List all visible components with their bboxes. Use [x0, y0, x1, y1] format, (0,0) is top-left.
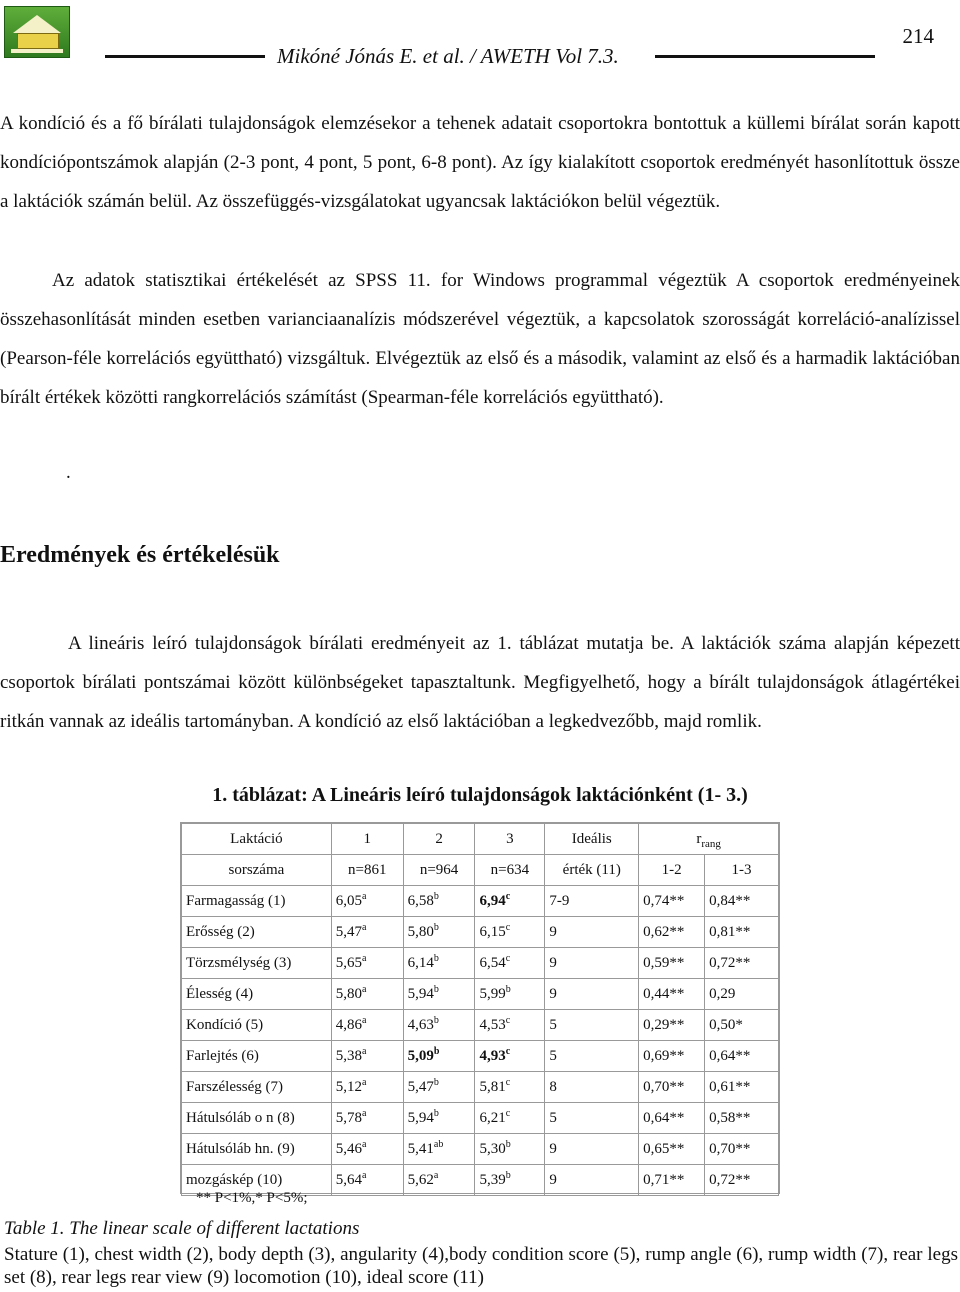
- header-ertek: érték (11): [545, 855, 639, 886]
- trait-cell: Erősség (2): [182, 917, 332, 948]
- value-number: 5,64: [335, 1171, 363, 1188]
- r13-cell: 0,61**: [705, 1072, 779, 1103]
- value-number: 6,21: [479, 1109, 506, 1126]
- r12-cell: 0,62**: [639, 917, 705, 948]
- value-cell: [475, 1134, 545, 1165]
- running-title: Mikóné Jónás E. et al. / AWETH Vol 7.3.: [277, 44, 619, 68]
- header-r12: 1-2: [639, 855, 705, 886]
- value-superscript: b: [505, 983, 511, 995]
- value-cell: [331, 979, 403, 1010]
- value-number: 5,47: [335, 923, 363, 940]
- value-number: 6,05: [335, 892, 363, 909]
- value-superscript: b: [433, 1107, 439, 1119]
- value-cell: [475, 886, 545, 917]
- value-cell: [403, 1134, 475, 1165]
- trait-cell: Hátulsóláb hn. (9): [182, 1134, 332, 1165]
- header-n1: n=861: [331, 855, 403, 886]
- value-superscript: a: [362, 1014, 367, 1026]
- trait-cell: mozgáskép (10): [182, 1165, 332, 1196]
- value-superscript: a: [362, 890, 367, 902]
- value-number: 5,99: [479, 985, 506, 1002]
- value-cell: [475, 979, 545, 1010]
- value-cell: [403, 979, 475, 1010]
- value-cell: [403, 1072, 475, 1103]
- value-number: 6,94: [479, 892, 506, 909]
- value-number: 6,54: [479, 954, 506, 971]
- table-row: [182, 1134, 779, 1165]
- r13-cell: 0,70**: [705, 1134, 779, 1165]
- running-head-rule-left: [105, 55, 265, 58]
- value-number: 5,41: [407, 1140, 434, 1157]
- r12-cell: 0,44**: [639, 979, 705, 1010]
- value-cell: [331, 948, 403, 979]
- value-number: 5,94: [407, 1109, 434, 1126]
- trait-cell: Farlejtés (6): [182, 1041, 332, 1072]
- header-lac3: 3: [475, 824, 545, 855]
- value-superscript: c: [505, 1014, 511, 1026]
- value-cell: [331, 1010, 403, 1041]
- table-title: 1. táblázat: A Lineáris leíró tulajdonságok laktációnként (1- 3.): [212, 784, 748, 806]
- value-number: 5,30: [479, 1140, 506, 1157]
- r13-cell: 0,81**: [705, 917, 779, 948]
- header-lac2: 2: [403, 824, 475, 855]
- value-cell: [331, 886, 403, 917]
- value-number: 5,62: [407, 1171, 434, 1188]
- r12-cell: 0,69**: [639, 1041, 705, 1072]
- value-superscript: a: [362, 952, 367, 964]
- trait-legend: Stature (1), chest width (2), body depth (3), angularity (4),body condition score (5), rump angle (6), rump width (7), rear legs set (8), rear legs rear view (9) locomotion (10), ideal score (11): [4, 1244, 958, 1288]
- value-number: 5,78: [335, 1109, 363, 1126]
- header-n2: n=964: [403, 855, 475, 886]
- value-cell: [331, 917, 403, 948]
- ideal-cell: 9: [545, 948, 639, 979]
- value-cell: [331, 1165, 403, 1196]
- value-cell: [475, 917, 545, 948]
- value-number: 5,39: [479, 1171, 506, 1188]
- value-number: 5,65: [335, 954, 363, 971]
- value-number: 5,80: [335, 985, 363, 1002]
- table-caption: Table 1. The linear scale of different lactations: [4, 1218, 360, 1239]
- value-number: 4,63: [407, 1016, 434, 1033]
- value-superscript: b: [433, 1076, 439, 1088]
- ideal-cell: 9: [545, 1134, 639, 1165]
- ideal-cell: 8: [545, 1072, 639, 1103]
- header-lac1: 1: [331, 824, 403, 855]
- header-r13: 1-3: [705, 855, 779, 886]
- stray-dot: .: [66, 462, 71, 483]
- value-superscript: a: [362, 1169, 367, 1181]
- ideal-cell: 5: [545, 1010, 639, 1041]
- r12-cell: 0,65**: [639, 1134, 705, 1165]
- value-superscript: a: [362, 1138, 367, 1150]
- value-cell: [403, 948, 475, 979]
- value-number: 4,93: [479, 1047, 506, 1064]
- header-rrang-r: r: [696, 830, 702, 847]
- value-superscript: b: [433, 890, 439, 902]
- logo-strip-shape: [11, 49, 63, 53]
- logo-roof-shape: [13, 15, 61, 33]
- trait-cell: Farmagasság (1): [182, 886, 332, 917]
- value-number: 6,14: [407, 954, 434, 971]
- ideal-cell: 5: [545, 1103, 639, 1134]
- trait-cell: Törzsmélység (3): [182, 948, 332, 979]
- ideal-cell: 9: [545, 979, 639, 1010]
- running-head: [105, 46, 875, 74]
- value-superscript: c: [505, 1045, 511, 1057]
- r13-cell: 0,29: [705, 979, 779, 1010]
- trait-cell: Hátulsóláb o n (8): [182, 1103, 332, 1134]
- paragraph-1: A kondíció és a fő bírálati tulajdonságok elemzésekor a tehenek adatait csoportokra bontottuk a küllemi bírálat során kapott kondíciópontszámok alapján (2-3 pont, 4 pont, 5 pont, 6-8 pont). Az így kialakított csoportok eredményét hasonlítottuk össze a laktációk számán belül. Az összefüggés-vizsgálatokat ugyancsak laktációkon belül végeztük.: [0, 113, 960, 212]
- value-superscript: a: [433, 1169, 439, 1181]
- header-rrang: [639, 824, 779, 855]
- value-cell: [475, 1010, 545, 1041]
- value-cell: [331, 1134, 403, 1165]
- significance-note: ** P<1%,* P<5%;: [196, 1190, 308, 1206]
- value-superscript: c: [505, 921, 511, 933]
- value-superscript: ab: [433, 1138, 444, 1150]
- value-superscript: a: [362, 921, 367, 933]
- header-rrang-sub: rang: [701, 837, 721, 850]
- table-row: [182, 1072, 779, 1103]
- value-superscript: b: [433, 983, 439, 995]
- value-superscript: b: [433, 921, 439, 933]
- value-superscript: c: [505, 952, 511, 964]
- r12-cell: 0,74**: [639, 886, 705, 917]
- value-number: 6,58: [407, 892, 434, 909]
- page-number: 214: [902, 24, 934, 48]
- value-number: 5,46: [335, 1140, 363, 1157]
- r13-cell: 0,64**: [705, 1041, 779, 1072]
- value-number: 5,09: [407, 1047, 434, 1064]
- value-superscript: b: [505, 1138, 511, 1150]
- paragraph-3: A lineáris leíró tulajdonságok bírálati eredményeit az 1. táblázat mutatja be. A laktációk száma alapján képezett csoportok bírálati pontszámai között különbségeket tapasztaltunk. Megfigyelhető, hogy a bírált tulajdonságok átlagértékei ritkán vannak az ideális tartományban. A kondíció az első laktációban a legkedvezőbb, majd romlik.: [0, 633, 960, 732]
- value-number: 4,86: [335, 1016, 363, 1033]
- value-number: 6,15: [479, 923, 506, 940]
- value-superscript: c: [505, 1107, 511, 1119]
- value-number: 5,80: [407, 923, 434, 940]
- value-number: 5,12: [335, 1078, 363, 1095]
- r13-cell: 0,72**: [705, 1165, 779, 1196]
- value-number: 5,38: [335, 1047, 363, 1064]
- value-cell: [475, 1041, 545, 1072]
- paragraph-2: Az adatok statisztikai értékelését az SPSS 11. for Windows programmal végeztük A csoportok eredményeinek összehasonlítását minden esetben varianciaanalízis módszerével végeztük, a kapcsolatok szorosságát korreláció-analízissel (Pearson-féle korrelációs együttható) vizsgáltuk. Elvégeztük az első és a második, valamint az első és a harmadik laktációban bírált értékek közötti rangkorrelációs számítást (Spearman-féle korrelációs együttható).: [0, 270, 960, 408]
- header-n3: n=634: [475, 855, 545, 886]
- trait-cell: Farszélesség (7): [182, 1072, 332, 1103]
- value-number: 5,94: [407, 985, 434, 1002]
- header-sorszama: sorszáma: [182, 855, 332, 886]
- value-superscript: a: [362, 1045, 367, 1057]
- value-cell: [475, 1072, 545, 1103]
- value-cell: [403, 886, 475, 917]
- r13-cell: 0,72**: [705, 948, 779, 979]
- value-cell: [331, 1103, 403, 1134]
- value-superscript: a: [362, 1076, 367, 1088]
- value-superscript: b: [433, 952, 439, 964]
- table-row: [182, 886, 779, 917]
- running-head-rule-right: [655, 55, 875, 58]
- ideal-cell: 9: [545, 917, 639, 948]
- r13-cell: 0,50*: [705, 1010, 779, 1041]
- value-number: 5,47: [407, 1078, 434, 1095]
- value-cell: [331, 1041, 403, 1072]
- value-superscript: c: [505, 1076, 511, 1088]
- value-cell: [475, 1165, 545, 1196]
- value-superscript: a: [362, 1107, 367, 1119]
- header-idealis: Ideális: [545, 824, 639, 855]
- value-cell: [403, 917, 475, 948]
- r13-cell: 0,58**: [705, 1103, 779, 1134]
- table-row: [182, 1041, 779, 1072]
- value-cell: [331, 1072, 403, 1103]
- table-row: [182, 917, 779, 948]
- value-cell: [403, 1041, 475, 1072]
- value-superscript: c: [505, 890, 511, 902]
- value-number: 4,53: [479, 1016, 506, 1033]
- ideal-cell: 5: [545, 1041, 639, 1072]
- r12-cell: 0,59**: [639, 948, 705, 979]
- value-cell: [475, 1103, 545, 1134]
- table-row: [182, 979, 779, 1010]
- r12-cell: 0,71**: [639, 1165, 705, 1196]
- header-laktacio: Laktáció: [182, 824, 332, 855]
- value-superscript: b: [433, 1045, 440, 1057]
- results-table: [181, 823, 779, 1196]
- value-cell: [403, 1010, 475, 1041]
- r13-cell: 0,84**: [705, 886, 779, 917]
- table-row: [182, 1103, 779, 1134]
- trait-cell: Élesség (4): [182, 979, 332, 1010]
- ideal-cell: 7-9: [545, 886, 639, 917]
- section-heading: Eredmények és értékelésük: [0, 542, 280, 568]
- logo-base-shape: [17, 33, 59, 49]
- value-cell: [475, 948, 545, 979]
- r12-cell: 0,70**: [639, 1072, 705, 1103]
- ideal-cell: 9: [545, 1165, 639, 1196]
- value-number: 5,81: [479, 1078, 506, 1095]
- value-superscript: b: [505, 1169, 511, 1181]
- aweth-logo-icon: [4, 6, 70, 58]
- value-superscript: b: [433, 1014, 439, 1026]
- value-cell: [403, 1165, 475, 1196]
- trait-cell: Kondíció (5): [182, 1010, 332, 1041]
- r12-cell: 0,64**: [639, 1103, 705, 1134]
- table-row: [182, 1010, 779, 1041]
- table-row: [182, 948, 779, 979]
- r12-cell: 0,29**: [639, 1010, 705, 1041]
- results-table-frame: [180, 822, 780, 1194]
- value-cell: [403, 1103, 475, 1134]
- value-superscript: a: [362, 983, 367, 995]
